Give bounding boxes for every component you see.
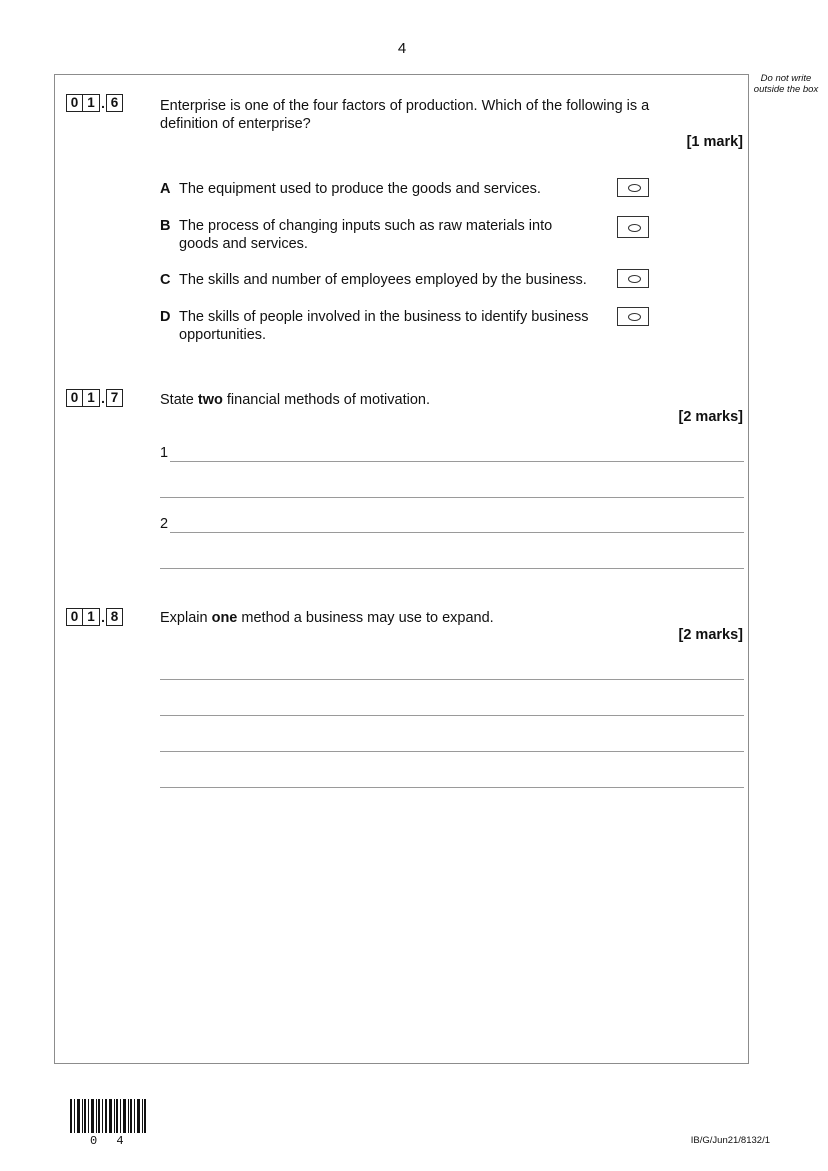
lozenge-icon: [628, 313, 641, 321]
answer-line[interactable]: [160, 679, 744, 680]
marks-01-8: [2 marks]: [678, 627, 743, 643]
barcode-number: 0 4: [90, 1134, 130, 1148]
question-text-01-6: Enterprise is one of the four factors of production. Which of the following is a definition of enterprise?: [160, 98, 650, 132]
question-number-01-8: 0 1 . 8: [66, 608, 123, 626]
lozenge-icon: [628, 275, 641, 283]
barcode: [70, 1099, 146, 1133]
question-text-01-7: State two financial methods of motivation.: [160, 392, 430, 408]
option-b-lozenge[interactable]: [617, 216, 649, 238]
lozenge-icon: [628, 184, 641, 192]
answer-line[interactable]: [160, 715, 744, 716]
margin-note: Do not write outside the box: [753, 73, 819, 95]
option-a-lozenge[interactable]: [617, 178, 649, 197]
option-d: D The skills of people involved in the business to identify business opportunities.: [160, 309, 589, 343]
answer-line[interactable]: [160, 497, 744, 498]
lozenge-icon: [628, 224, 641, 232]
answer-line[interactable]: [170, 532, 744, 533]
answer-line[interactable]: [160, 568, 744, 569]
option-a: A The equipment used to produce the goods and services.: [160, 181, 541, 197]
page-number: 4: [397, 40, 407, 57]
marks-01-7: [2 marks]: [678, 409, 743, 425]
answer-number-1: 1: [160, 445, 169, 461]
option-b: B The process of changing inputs such as raw materials into goods and services.: [160, 218, 553, 252]
option-c-lozenge[interactable]: [617, 269, 649, 288]
marks-01-6: [1 mark]: [686, 134, 743, 150]
question-number-01-6: 0 1 . 6: [66, 94, 123, 112]
answer-line[interactable]: [160, 751, 744, 752]
answer-line[interactable]: [160, 787, 744, 788]
answer-line[interactable]: [170, 461, 744, 462]
option-c: C The skills and number of employees employed by the business.: [160, 272, 587, 288]
answer-number-2: 2: [160, 516, 169, 532]
question-number-01-7: 0 1 . 7: [66, 389, 123, 407]
paper-code: IB/G/Jun21/8132/1: [690, 1135, 770, 1146]
option-d-lozenge[interactable]: [617, 307, 649, 326]
question-text-01-8: Explain one method a business may use to expand.: [160, 610, 494, 626]
